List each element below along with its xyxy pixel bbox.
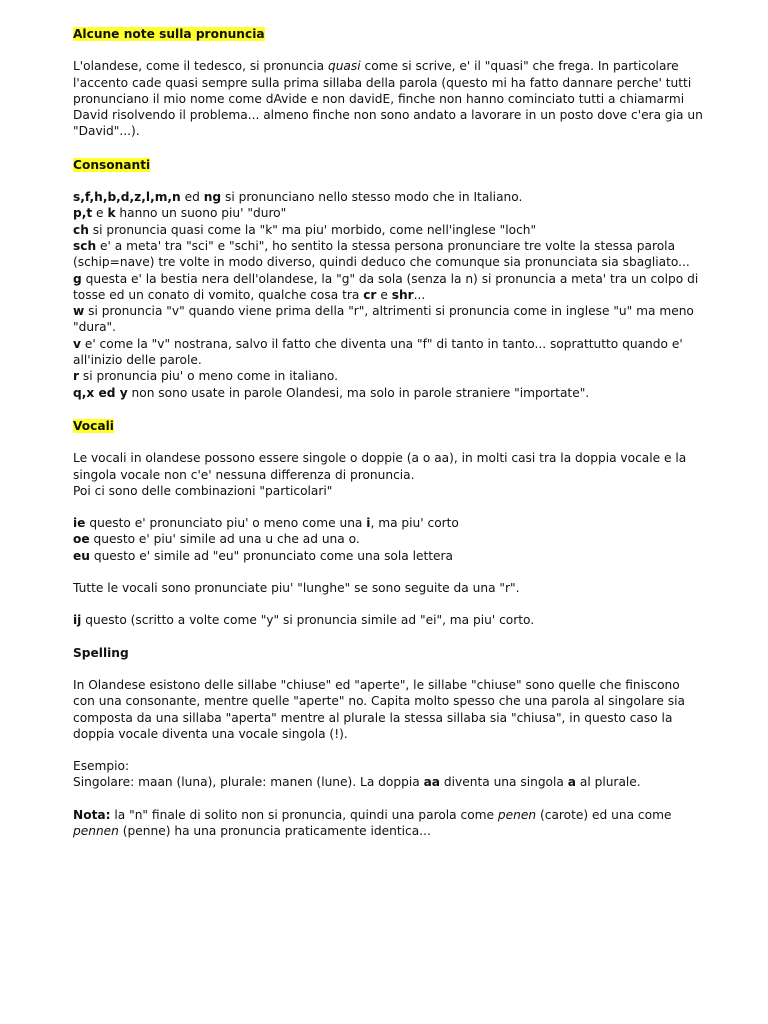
consonant-rule: q,x ed y non sono usate in parole Olandesi, ma solo in parole straniere "importate".	[73, 385, 590, 400]
consonant-rule: g questa e' la bestia nera dell'olandese, la "g" da sola (senza la n) si pronuncia a meta' tra un colpo di tosse ed un conato di vomito, qualche cosa tra cr e shr...	[73, 271, 699, 302]
vowel-rule: ij questo (scritto a volte come "y" si pronuncia simile ad "ei", ma piu' corto.	[73, 613, 535, 628]
note-paragraph: Nota: la "n" finale di solito non si pronuncia, quindi una parola come penen (carote) ed una come pennen (penne) ha una pronuncia praticamente identica...	[73, 807, 672, 838]
vowels-paragraph: Le vocali in olandese possono essere singole o doppie (a o aa), in molti casi tra la doppia vocale e la singola vocale non c'e' nessuna differenza di pronuncia.	[73, 451, 687, 482]
spelling-paragraph: In Olandese esistono delle sillabe "chiuse" ed "aperte", le sillabe "chiuse" sono quelle che finiscono con una consonante, mentre quelle "aperte" no. Capita molto spesso che una parola al singolare sia composta da una sillaba "aperta" mentre al plurale la stessa sillaba sia "chiusa", in questo caso la doppia vocale diventa una vocale singola (!).	[73, 677, 685, 741]
consonant-rule: v e' come la "v" nostrana, salvo il fatto che diventa una "f" di tanto in tanto... soprattutto quando e' all'inizio delle parole.	[73, 336, 683, 368]
vowels-paragraph: Tutte le vocali sono pronunciate piu' "lunghe" se sono seguite da una "r".	[73, 581, 520, 596]
vowel-rule: eu questo e' simile ad "eu" pronunciato come una sola lettera	[73, 548, 454, 563]
section-title-consonanti: Consonanti	[73, 157, 151, 172]
consonant-rule: w si pronuncia "v" quando viene prima della "r", altrimenti si pronuncia come in inglese "u" ma meno "dura".	[73, 304, 694, 335]
consonant-rule: r si pronuncia piu' o meno come in italiano.	[73, 369, 338, 384]
example-label: Esempio:	[73, 759, 130, 774]
consonant-rule: sch e' a meta' tra "sci" e "schi", ho sentito la stessa persona pronunciare tre volte la stessa parola (schip=nave) tre volte in modo diverso, quindi deduco che comunque sia pronunciata sia sbagliato...	[73, 238, 690, 270]
document-page	[73, 26, 703, 839]
section-title-spelling: Spelling	[73, 645, 129, 660]
intro-paragraph: L'olandese, come il tedesco, si pronuncia quasi come si scrive, e' il "quasi" che frega. In particolare l'accento cade quasi sempre sulla prima sillaba della parola (questo mi ha fatto dannare perche' tutti pronunciano il mio nome come dAvide e non davidE, finche non hanno cominciato tutti a chiamarmi David risolvendo il problema... almeno finche non sono andato a lavorare in un posto dove c'era gia un "David"...).	[73, 59, 703, 139]
vowel-rule: ie questo e' pronunciato piu' o meno come una i, ma piu' corto	[73, 516, 459, 531]
consonant-rule: p,t e k hanno un suono piu' "duro"	[73, 206, 287, 221]
vowel-rule: oe questo e' piu' simile ad una u che ad una o.	[73, 532, 360, 547]
consonant-rule: ch si pronuncia quasi come la "k" ma piu' morbido, come nell'inglese "loch"	[73, 222, 537, 237]
example-paragraph: Singolare: maan (luna), plurale: manen (lune). La doppia aa diventa una singola a al plurale.	[73, 775, 641, 790]
section-title-pronuncia: Alcune note sulla pronuncia	[73, 27, 265, 41]
vowels-paragraph: Poi ci sono delle combinazioni "particolari"	[73, 483, 333, 498]
consonant-rule: s,f,h,b,d,z,l,m,n ed ng si pronunciano nello stesso modo che in Italiano.	[73, 190, 523, 205]
section-title-vocali: Vocali	[73, 418, 114, 433]
